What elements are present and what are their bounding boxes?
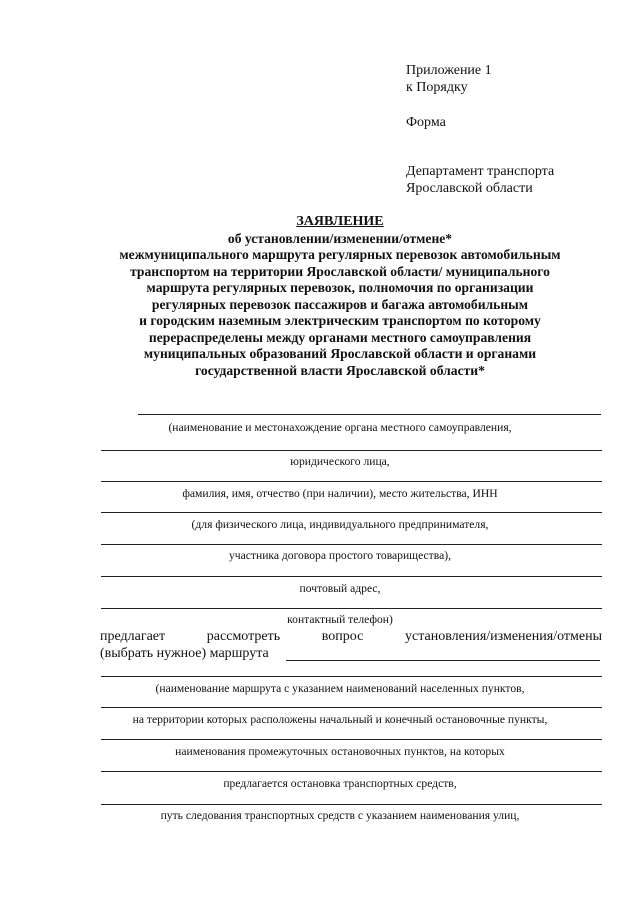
title-main: ЗАЯВЛЕНИЕ [296, 214, 384, 229]
form-label [406, 114, 446, 131]
proposal-word: вопрос [321, 629, 364, 644]
field-caption: путь следования транспортных средств с указанием наименования улиц, [160, 809, 520, 822]
title-line: маршрута регулярных перевозок, полномочия по организации [146, 280, 534, 295]
proposal-word: установления/изменения/отмены [405, 629, 602, 644]
title-line: государственной власти Ярославской области* [195, 362, 485, 378]
proposal-route-label: (выбрать нужное) маршрута [100, 646, 269, 661]
title-line: и городским наземным электрическим транспортом по которому [139, 313, 541, 328]
applicant-fill-line[interactable] [101, 544, 602, 545]
title-line: транспортом на территории Ярославской области/ муниципального [130, 263, 550, 279]
field-caption: (наименование и местонахождение органа местного самоуправления, [168, 421, 512, 434]
applicant-fill-line[interactable] [101, 512, 602, 513]
recipient-line-2: Ярославской области [406, 181, 533, 196]
route-fill-line[interactable] [101, 771, 602, 772]
applicant-fill-line[interactable] [101, 576, 602, 577]
recipient-line-1: Департамент транспорта [406, 164, 555, 179]
proposal-word: предлагает [100, 629, 166, 644]
field-caption: почтовый адрес, [299, 582, 381, 595]
field-caption: участника договора простого товарищества), [229, 549, 451, 562]
proposal-line-1 [100, 628, 602, 645]
document-title [40, 214, 640, 379]
field-caption: предлагается остановка транспортных средств, [223, 777, 457, 790]
title-line: межмуниципального маршрута регулярных перевозок автомобильным [119, 247, 561, 262]
proposal-paragraph [100, 628, 602, 662]
route-fill-line[interactable] [101, 739, 602, 740]
applicant-fill-line[interactable] [138, 414, 601, 415]
appendix-reference: к Порядку [406, 80, 468, 95]
applicant-fill-line[interactable] [101, 450, 602, 451]
applicant-fill-line[interactable] [101, 481, 602, 482]
field-caption: (для физического лица, индивидуального предпринимателя, [191, 518, 489, 531]
field-caption: на территории которых расположены начальный и конечный остановочные пункты, [132, 713, 548, 726]
applicant-fill-line[interactable] [101, 608, 602, 609]
field-caption: наименования промежуточных остановочных пунктов, на которых [175, 745, 505, 758]
appendix-header [406, 62, 492, 96]
form-label-text: Форма [406, 115, 446, 130]
route-fill-line[interactable] [101, 804, 602, 805]
field-caption: фамилия, имя, отчество (при наличии), место жительства, ИНН [182, 487, 498, 500]
proposal-line-2 [100, 645, 602, 662]
title-line: муниципальных образований Ярославской области и органами [143, 346, 537, 361]
proposal-word: рассмотреть [206, 629, 281, 644]
appendix-number: Приложение 1 [406, 63, 492, 78]
recipient-block [406, 163, 554, 197]
route-fill-line[interactable] [101, 676, 602, 677]
title-line: об установлении/изменении/отмене* [227, 230, 453, 246]
field-caption: контактный телефон) [287, 613, 393, 626]
route-fill-line[interactable] [101, 707, 602, 708]
field-caption: юридического лица, [290, 455, 390, 468]
field-caption: (наименование маршрута с указанием наименований населенных пунктов, [155, 682, 525, 695]
route-fill-line[interactable] [286, 660, 600, 661]
title-line: регулярных перевозок пассажиров и багажа автомобильным [151, 296, 529, 312]
title-line: перераспределены между органами местного самоуправления [148, 329, 532, 345]
